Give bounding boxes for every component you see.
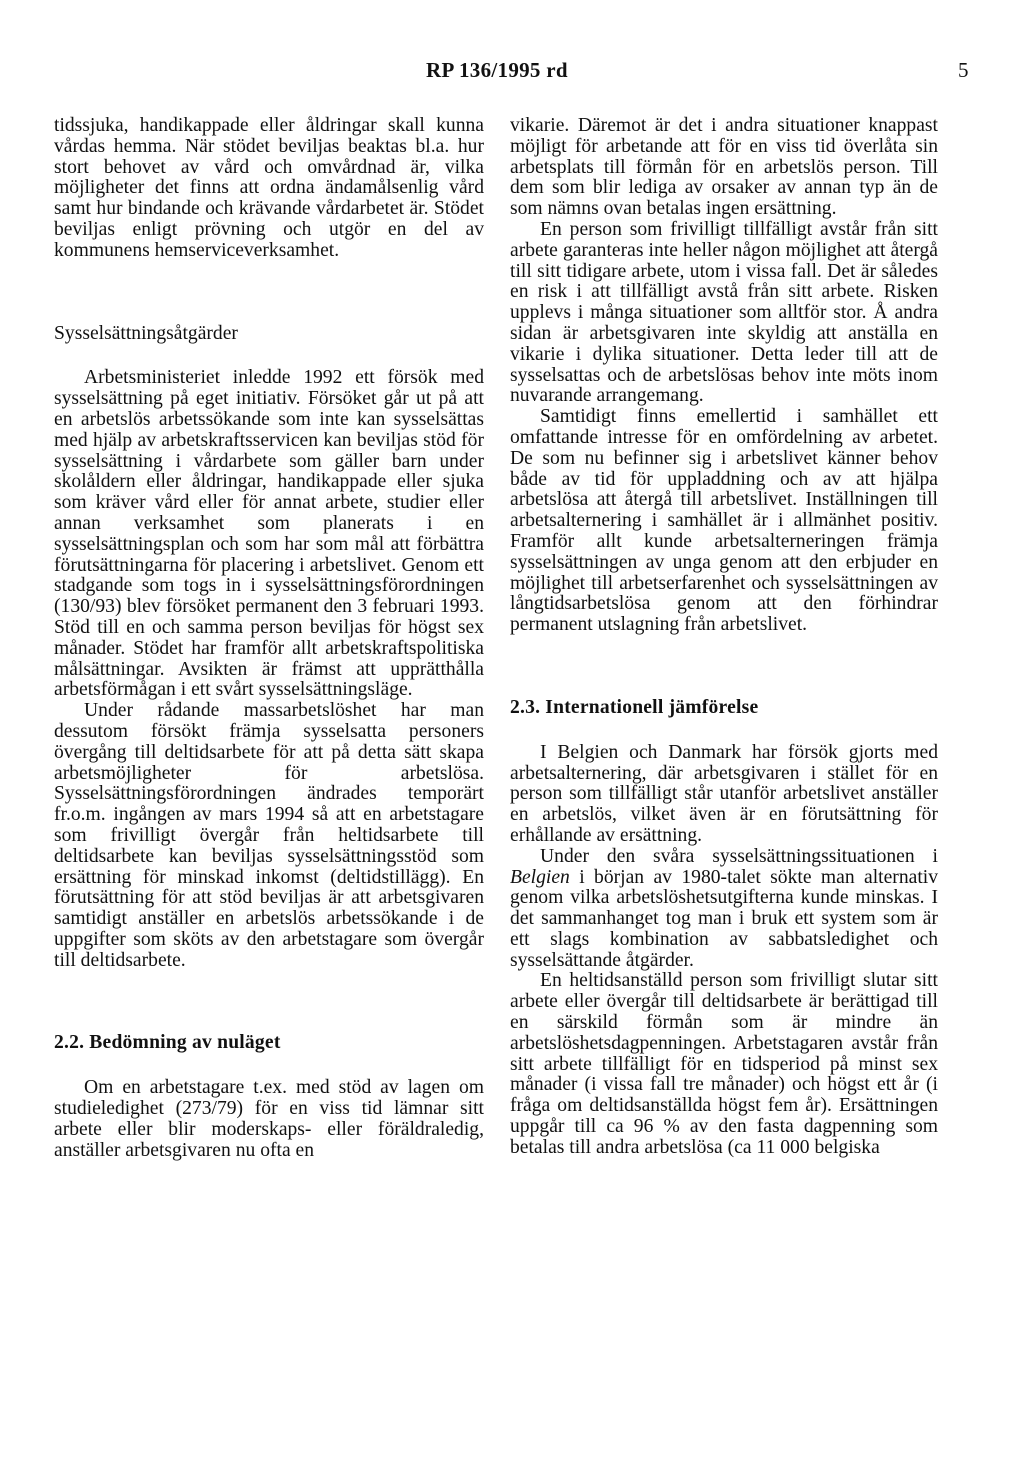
intro-paragraph: tidssjuka, handikappade eller åldringar skall kunna vårdas hemma. När stödet beviljas beaktas bl.a. hur stort behovet av vård och omvårdnad är, vilka möjligheter det finns att ordna ändamålsenlig vård samt hur bindande och krävande vårdarbetet är. Stödet beviljas enligt prövning och utgör en del av kommunens hemserviceverksamhet. [54, 115, 484, 261]
paragraph-belgium-1980s [510, 847, 938, 972]
heading-section-2-2: 2.2. Bedömning av nuläget [54, 1032, 281, 1054]
document-reference: RP 136/1995 rd [426, 58, 568, 82]
heading-section-2-3: 2.3. Internationell jämförelse [510, 696, 759, 718]
paragraph-belgium-denmark: I Belgien och Danmark har försök gjorts med arbetsalternering, där arbetsgivaren i stället för en person som tillfälligt står utanför arbetslivet anställer en arbetslös, vilket även är en förutsättning för erhållande av ersättning. [510, 741, 938, 846]
page-number: 5 [958, 58, 969, 82]
left-column [54, 116, 484, 1161]
paragraph-voluntary-leave: En person som frivilligt tillfälligt avstår från sitt arbete garanteras inte heller någon möjlighet att återgå till sitt tidigare arbete, utom i vissa fall. Det är således en risk i att tillfälligt avstå från sitt arbete. Risken upplevs i många situationer som alltför stor. Å andra sidan är arbetsgivaren inte skyldig att anställa en vikarie i dylika situationer. Detta leder till att de sysselsattas och de arbetslösas behov inte möts inom nuvarande arrangemang. [510, 218, 938, 407]
heading-employment-measures: Sysselsättningsåtgärder [54, 322, 238, 344]
p4-before: Under den svåra sysselsättningssituationen i [540, 845, 938, 867]
paragraph-redistribution: Samtidigt finns emellertid i samhället ett omfattande intresse för en omfördelning av arbetet. De som nu befinner sig i arbetslivet känner behov både av tid för uppladdning och av att hjälpa arbetslösa att återgå till arbetslivet. Inställningen till arbetsalternering i samhället är i allmänhet positiv. Framför allt kunde arbetsalterneringen främja sysselsättningen av unga genom att den erbjuder en möjlighet till arbetserfarenhet och sysselsättningen av långtidsarbetslösa genom att den förhindrar permanent utslagning från arbetslivet. [510, 406, 938, 636]
right-column [510, 116, 938, 1159]
paragraph-full-time: En heltidsanställd person som frivilligt slutar sitt arbete eller övergår till deltidsarbete är berättigad till en särskild förmån som är mindre än arbetslöshetsdagpenningen. Arbetstagaren avstår från sitt arbete tillfälligt för en tidsperiod på minst sex månader (i vissa fall tre månader) och högst ett år (i fråga om deltidsanställda högst fem år). Ersättningen uppgår till ca 96 % av den fasta dagpenning som betalas till andra arbetslösa (ca 11 000 belgiska [510, 970, 938, 1158]
paragraph-pilot-project: Arbetsministeriet inledde 1992 ett försök med sysselsättning på eget initiativ. Försöket går ut på att en arbetslös arbetssökande som inte kan sysselsättas med hjälp av arbetskraftsservicen kan beviljas stöd för sysselsättning i vårdarbete som gäller barn under skolåldern eller åldringar, handikappade eller sjuka som kräver vård eller för annat arbete, studier eller annan verksamhet som planerats i en sysselsättningsplan och som har som mål att förbättra förutsättningarna för placering i arbetslivet. Genom ett stadgande som togs in i sysselsättningsförordningen (130/93) blev försöket permanent den 3 februari 1993. Stöd till en och samma person beviljas för högst sex månader. Stödet har framför allt arbetskraftspolitiska målsättningar. Avsikten är främst att upprätthålla arbetsförmågan i ett svårt sysselsättningsläge. [54, 367, 484, 701]
p4-after: i början av 1980-talet sökte man alternativ genom vilka arbetslöshetsutgifterna kunde minskas. I det sammanhanget tog man i bruk ett system som är ett slags kombination av sabbatsledighet och sysselsättande åtgärder. [510, 866, 938, 971]
continued-paragraph: vikarie. Däremot är det i andra situationer knappast möjligt för arbetande att för en viss tid överlåta sin arbetsplats till förmån för en arbetslös person. Till dem som blir lediga av orsaker av annan typ än de som nämns ovan betalas ingen ersättning. [510, 115, 938, 220]
paragraph-study-leave: Om en arbetstagare t.ex. med stöd av lagen om studieledighet (273/79) för en viss tid lämnar sitt arbete eller blir moderskaps- eller föräldraledig, anställer arbetsgivaren nu ofta en [54, 1077, 484, 1161]
paragraph-part-time: Under rådande massarbetslöshet har man dessutom försökt främja sysselsatta personers övergång till deltidsarbete för att på detta sätt skapa arbetsmöjligheter för arbetslösa. Sysselsättningsförordningen ändrades temporärt fr.o.m. ingången av mars 1994 så att en arbetstagare som frivilligt övergår från heltidsarbete till deltidsarbete kan beviljas sysselsättningsstöd som ersättning för minskad inkomst (deltidstillägg). En förutsättning för att stöd beviljas är att arbetsgivaren samtidigt anställer en arbetslös arbetssökande i de uppgifter som sköts av den arbetstagare som övergår till deltidsarbete. [54, 700, 484, 971]
page-header [0, 58, 1024, 88]
country-belgium: Belgien [510, 866, 570, 888]
